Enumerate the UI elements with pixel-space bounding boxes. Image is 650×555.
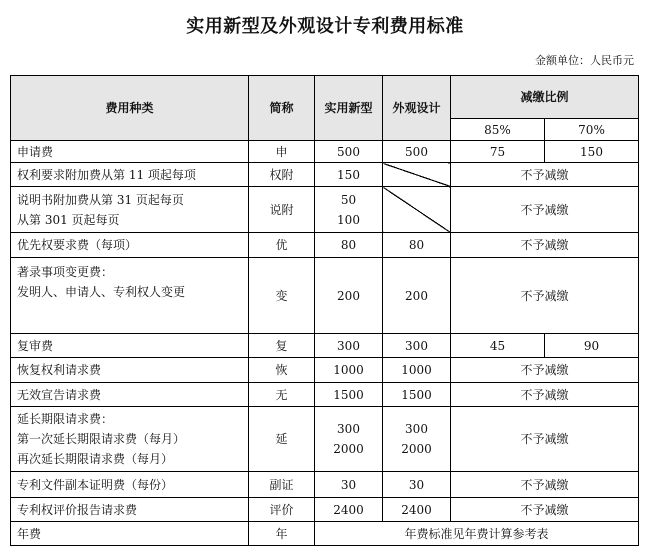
header-fee-type: 费用种类	[11, 76, 249, 141]
fee-type-cell	[11, 187, 249, 233]
no-reduction-cell: 不予减缴	[451, 358, 639, 383]
utility-fee-cell	[315, 472, 383, 498]
table-row	[11, 163, 639, 187]
header-design-text: 外观设计	[392, 101, 441, 115]
currency-unit-note: 金额单位：人民币元	[535, 54, 634, 67]
cell-line: 80	[408, 238, 425, 252]
table-row	[11, 358, 639, 383]
cell-line: 无效宣告请求费	[17, 387, 102, 402]
cell-line: 300	[337, 338, 360, 353]
no-reduction-cell: 不予减缴	[451, 472, 639, 498]
cell-line: 150	[337, 167, 360, 182]
abbr-cell: 说附	[249, 187, 315, 233]
fee-type-cell	[11, 472, 249, 498]
design-fee-cell	[383, 498, 451, 522]
cell-line: 申请费	[17, 144, 54, 159]
cell-line: 复审费	[17, 338, 54, 353]
fee-type-cell	[11, 258, 249, 334]
header-design	[383, 76, 451, 141]
table-row	[11, 383, 639, 407]
header-abbr: 简称	[249, 76, 315, 141]
no-reduction-cell: 不予减缴	[451, 233, 639, 258]
cell-line: 1000	[401, 363, 432, 377]
design-fee-cell	[383, 334, 451, 358]
table-row	[11, 233, 639, 258]
fee-type-cell	[11, 334, 249, 358]
utility-fee-cell	[315, 258, 383, 334]
header-reduction: 减缴比例	[451, 76, 639, 119]
fee-type-cell	[11, 498, 249, 522]
header-utility	[315, 76, 383, 141]
abbr-cell: 变	[249, 258, 315, 334]
table-row	[11, 258, 639, 334]
utility-fee-cell	[315, 141, 383, 163]
reduction-85-cell: 75	[451, 141, 545, 163]
utility-fee-cell	[315, 163, 383, 187]
no-reduction-cell: 不予减缴	[451, 163, 639, 187]
fee-table	[10, 75, 639, 546]
cell-line: 500	[405, 144, 428, 159]
cell-line: 专利文件副本证明费（每份）	[17, 477, 174, 492]
cell-line: 1000	[333, 363, 364, 377]
cell-line: 2000	[401, 442, 432, 456]
cell-line: 300	[337, 422, 360, 436]
utility-fee-cell	[315, 407, 383, 472]
cell-line: 恢复权利请求费	[17, 363, 102, 377]
design-fee-cell	[383, 141, 451, 163]
abbr-cell: 副证	[249, 472, 315, 498]
design-fee-na-cell	[383, 163, 451, 187]
table-row	[11, 498, 639, 522]
reduction-70-cell: 90	[545, 334, 639, 358]
cell-line: 100	[337, 212, 360, 227]
cell-line: 发明人、申请人、专利权人变更	[17, 285, 186, 299]
abbr-cell: 恢	[249, 358, 315, 383]
cell-line: 500	[337, 144, 360, 159]
fee-type-cell	[11, 163, 249, 187]
abbr-cell: 申	[249, 141, 315, 163]
fee-type-cell	[11, 407, 249, 472]
fee-type-cell	[11, 358, 249, 383]
table-row	[11, 334, 639, 358]
cell-line: 2400	[401, 502, 432, 517]
cell-line: 1500	[333, 387, 364, 402]
fee-type-cell	[11, 383, 249, 407]
table-row	[11, 187, 639, 233]
abbr-cell: 权附	[249, 163, 315, 187]
cell-line: 30	[340, 477, 357, 492]
abbr-cell: 无	[249, 383, 315, 407]
page-title: 实用新型及外观设计专利费用标准	[186, 16, 464, 37]
cell-line: 第一次延长期限请求费（每月）	[17, 432, 186, 446]
utility-fee-cell	[315, 498, 383, 522]
cell-line: 著录事项变更费：	[17, 265, 114, 279]
design-fee-cell	[383, 233, 451, 258]
design-fee-cell	[383, 472, 451, 498]
table-row	[11, 407, 639, 472]
utility-fee-cell	[315, 187, 383, 233]
fee-type-cell	[11, 141, 249, 163]
utility-fee-cell	[315, 233, 383, 258]
cell-line: 2000	[333, 442, 364, 456]
header-utility-text: 实用新型	[324, 101, 373, 115]
abbr-cell: 延	[249, 407, 315, 472]
cell-line: 50	[340, 192, 357, 207]
cell-line: 专利权评价报告请求费	[17, 502, 138, 517]
cell-line: 延长期限请求费：	[17, 412, 114, 426]
table-row	[11, 141, 639, 163]
reduction-85-cell: 45	[451, 334, 545, 358]
cell-line: 说明书附加费从第 31 页起每页	[17, 192, 184, 207]
abbr-cell: 评价	[249, 498, 315, 522]
header-pct-70: 70%	[545, 119, 639, 141]
table-row	[11, 522, 639, 546]
header-pct-85: 85%	[451, 119, 545, 141]
no-reduction-cell: 不予减缴	[451, 258, 639, 334]
design-fee-cell	[383, 407, 451, 472]
utility-fee-cell	[315, 383, 383, 407]
cell-line: 再次延长期限请求费（每月）	[17, 452, 174, 466]
cell-line: 200	[337, 288, 360, 303]
no-reduction-cell: 不予减缴	[451, 498, 639, 522]
cell-line: 从第 301 页起每页	[17, 212, 120, 227]
utility-fee-cell	[315, 334, 383, 358]
fee-type-cell	[11, 233, 249, 258]
cell-line: 200	[405, 288, 428, 303]
utility-fee-cell	[315, 358, 383, 383]
cell-line: 2400	[333, 502, 364, 517]
abbr-cell: 年	[249, 522, 315, 546]
no-reduction-cell: 不予减缴	[451, 383, 639, 407]
cell-line: 1500	[401, 387, 432, 402]
cell-line: 优先权要求费（每项）	[17, 238, 138, 252]
cell-line: 年费	[17, 526, 42, 541]
design-fee-cell	[383, 258, 451, 334]
abbr-cell: 复	[249, 334, 315, 358]
cell-line: 300	[405, 422, 428, 436]
no-reduction-cell: 不予减缴	[451, 407, 639, 472]
abbr-cell: 优	[249, 233, 315, 258]
cell-line: 80	[340, 238, 357, 252]
design-fee-na-cell	[383, 187, 451, 233]
annual-fee-note: 年费标准见年费计算参考表	[315, 522, 639, 546]
design-fee-cell	[383, 358, 451, 383]
table-row	[11, 472, 639, 498]
no-reduction-cell: 不予减缴	[451, 187, 639, 233]
reduction-70-cell: 150	[545, 141, 639, 163]
fee-type-cell	[11, 522, 249, 546]
cell-line: 30	[408, 477, 425, 492]
cell-line: 300	[405, 338, 428, 353]
cell-line: 权利要求附加费从第 11 项起每项	[17, 167, 196, 182]
fee-table-body	[11, 141, 639, 546]
design-fee-cell	[383, 383, 451, 407]
